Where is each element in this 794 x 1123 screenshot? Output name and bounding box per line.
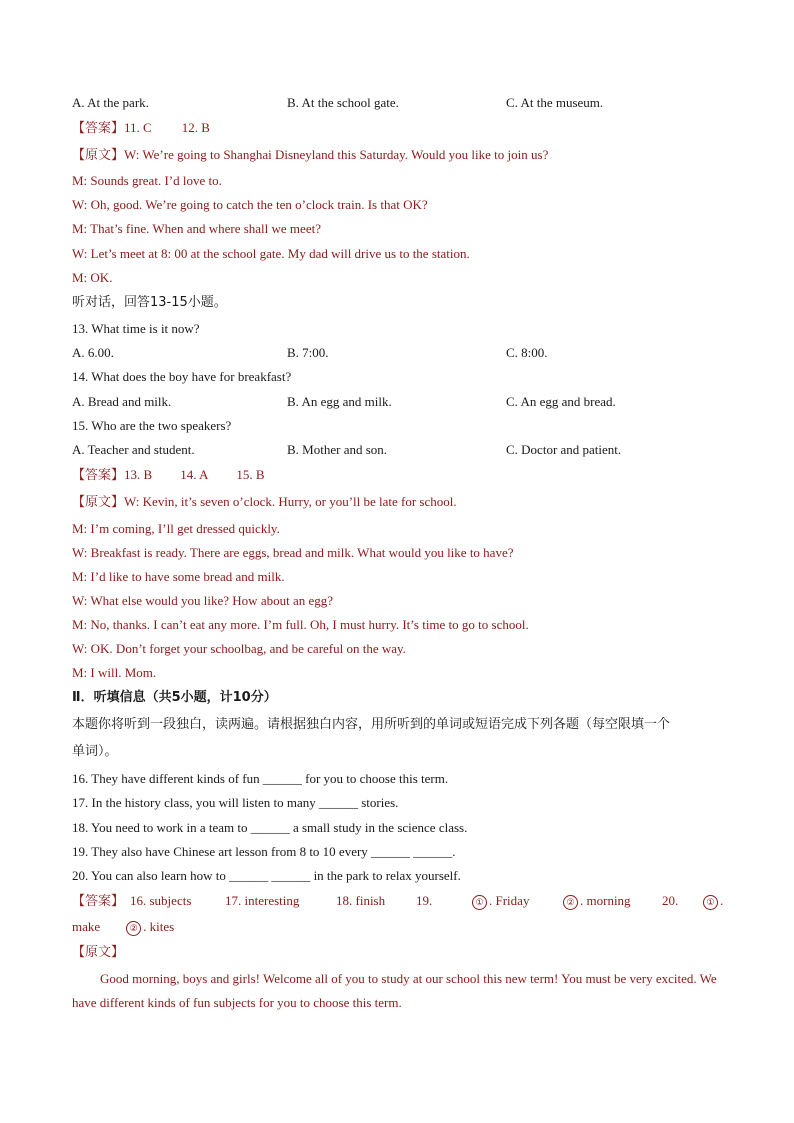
circled-one-icon: ①	[472, 895, 487, 910]
answer-19-value-2: . morning	[580, 893, 631, 908]
script-line: M: I will. Mom.	[72, 665, 157, 680]
script-line: W: What else would you like? How about an egg?	[72, 593, 334, 608]
script-line: W: OK. Don’t forget your schoolbag, and be careful on the way.	[72, 641, 406, 656]
answer-18: 18. finish	[336, 893, 386, 908]
answer-20-blank-1	[703, 892, 723, 910]
answer-19-number: 19.	[416, 893, 433, 908]
q13-option-b: B. 7:00.	[287, 345, 329, 360]
q12-option-c: C. At the museum.	[506, 95, 604, 110]
question-17: 17. In the history class, you will listen to many ______ stories.	[72, 795, 399, 810]
script-line	[72, 493, 457, 512]
answer-14: 14. A	[180, 467, 209, 482]
question-16: 16. They have different kinds of fun ______ for you to choose this term.	[72, 771, 449, 786]
script-paragraph: Good morning, boys and girls! Welcome all of you to study at our school this new term! You must be very excited. We have different kinds of fun subjects for you to choose this term.	[72, 971, 717, 1010]
answer-11: 11. C	[124, 120, 152, 135]
answer-20-number: 20.	[662, 893, 679, 908]
q14-option-c: C. An egg and bread.	[506, 394, 616, 409]
script-tag: 【原文】	[72, 495, 125, 510]
answer-19-value-1: . Friday	[489, 893, 530, 908]
section-heading: Ⅱ．听填信息（共5小题，计10分）	[72, 690, 277, 705]
question-19: 19. They also have Chinese art lesson from 8 to 10 every ______ ______.	[72, 844, 456, 859]
script-tag: 【原文】	[72, 945, 125, 960]
script-line: M: OK.	[72, 270, 113, 285]
script-line	[72, 146, 548, 165]
script-text: W: We’re going to Shanghai Disneyland this Saturday. Would you like to join us?	[124, 147, 549, 162]
script-tag: 【原文】	[72, 148, 125, 163]
answer-17: 17. interesting	[225, 893, 300, 908]
q12-option-a: A. At the park.	[72, 95, 149, 110]
answer-15: 15. B	[236, 467, 265, 482]
answer-20-word-1: make	[72, 919, 101, 934]
script-line: W: Let’s meet at 8: 00 at the school gate. My dad will drive us to the station.	[72, 246, 470, 261]
question-13: 13. What time is it now?	[72, 321, 200, 336]
q13-option-a: A. 6.00.	[72, 345, 114, 360]
answer-tag: 【答案】	[72, 468, 125, 483]
script-text: W: Kevin, it’s seven o’clock. Hurry, or you’ll be late for school.	[124, 494, 457, 509]
q15-option-a: A. Teacher and student.	[72, 442, 195, 457]
script-line: W: Breakfast is ready. There are eggs, bread and milk. What would you like to have?	[72, 545, 514, 560]
circled-two-icon: ②	[126, 921, 141, 936]
script-line: W: Oh, good. We’re going to catch the ten o’clock train. Is that OK?	[72, 197, 428, 212]
answer-20-cont	[72, 918, 174, 936]
q14-option-a: A. Bread and milk.	[72, 394, 172, 409]
q13-option-c: C. 8:00.	[506, 345, 548, 360]
answer-20-value-1: .	[720, 893, 724, 908]
section-instruction-cont: 单词）。	[72, 744, 118, 759]
answer-16-20	[72, 892, 124, 911]
q14-option-b: B. An egg and milk.	[287, 394, 392, 409]
question-18: 18. You need to work in a team to ______ a small study in the science class.	[72, 820, 468, 835]
answer-19-blank-1	[472, 892, 529, 910]
answer-20-value-2: . kites	[143, 919, 175, 934]
script-line: M: That’s fine. When and where shall we meet?	[72, 221, 321, 236]
answer-16: 16. subjects	[130, 893, 192, 908]
answer-12: 12. B	[181, 120, 210, 135]
answer-tag: 【答案】	[72, 121, 125, 136]
question-15: 15. Who are the two speakers?	[72, 418, 232, 433]
circled-one-icon: ①	[703, 895, 718, 910]
q15-option-c: C. Doctor and patient.	[506, 442, 622, 457]
question-20: 20. You can also learn how to ______ ______ in the park to relax yourself.	[72, 868, 461, 883]
q12-option-b: B. At the school gate.	[287, 95, 399, 110]
answer-13: 13. B	[124, 467, 153, 482]
script-line: M: Sounds great. I’d love to.	[72, 173, 222, 188]
script-line: M: I’d like to have some bread and milk.	[72, 569, 285, 584]
answer-13-15	[72, 466, 265, 485]
section-instruction: 本题你将听到一段独白，读两遍。请根据独白内容，用所听到的单词或短语完成下列各题（每空限填一个	[72, 717, 671, 732]
q15-option-b: B. Mother and son.	[287, 442, 388, 457]
section-intro: 听对话，回答13-15小题。	[72, 295, 227, 310]
circled-two-icon: ②	[563, 895, 578, 910]
question-14: 14. What does the boy have for breakfast?	[72, 369, 292, 384]
answer-tag: 【答案】	[72, 894, 125, 909]
answer-19-blank-2	[563, 892, 631, 910]
answer-11-12	[72, 119, 210, 138]
script-line: M: I’m coming, I’ll get dressed quickly.	[72, 521, 280, 536]
script-line: M: No, thanks. I can’t eat any more. I’m full. Oh, I must hurry. It’s time to go to school.	[72, 617, 529, 632]
